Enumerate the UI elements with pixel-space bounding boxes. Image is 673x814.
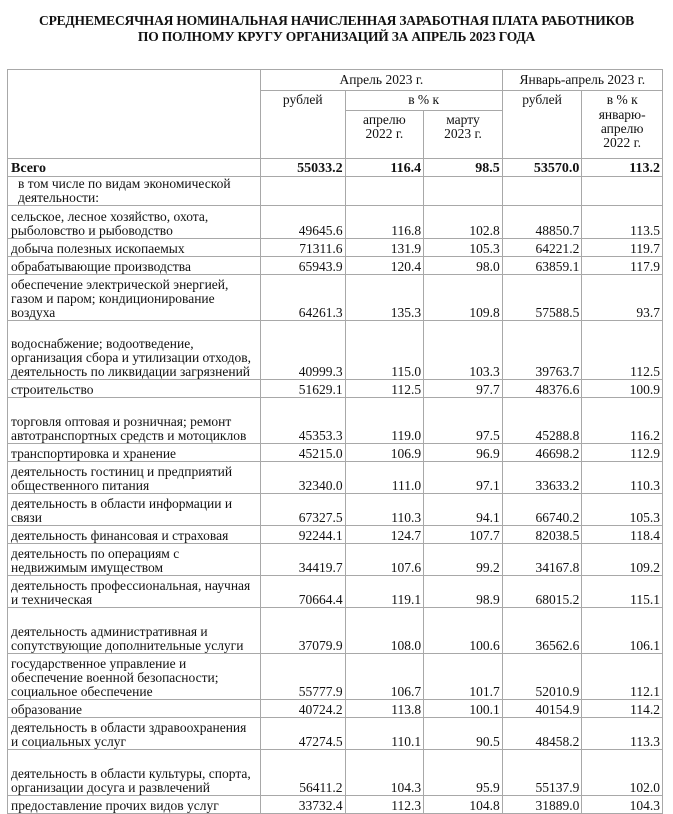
- cell-pct-ytd: 113.2: [582, 159, 663, 177]
- row-name: деятельность административная и сопутствующие дополнительные услуги: [8, 608, 261, 654]
- cell-pct-mar-2023: 96.9: [424, 444, 503, 462]
- subheader-label: в том числе по видам экономической деятельности:: [8, 177, 261, 206]
- cell-pct-mar-2023: 94.1: [424, 494, 503, 526]
- cell-pct-apr-2022: 110.1: [345, 718, 424, 750]
- cell-rubles: 45353.3: [260, 398, 345, 444]
- cell-pct-mar-2023: 100.6: [424, 608, 503, 654]
- row-name: государственное управление и обеспечение военной безопасности; социальное обеспечение: [8, 654, 261, 700]
- row-name: транспортировка и хранение: [8, 444, 261, 462]
- cell-pct-ytd: 100.9: [582, 380, 663, 398]
- row-name: деятельность профессиональная, научная и техническая: [8, 576, 261, 608]
- table-row: [8, 526, 663, 544]
- cell-pct-apr-2022: 108.0: [345, 608, 424, 654]
- table-row: [8, 608, 663, 654]
- row-name: деятельность по операциям с недвижимым имуществом: [8, 544, 261, 576]
- row-name: торговля оптовая и розничная; ремонт автотранспортных средств и мотоциклов: [8, 398, 261, 444]
- cell-rubles-ytd: 39763.7: [502, 321, 582, 380]
- table-row: [8, 206, 663, 239]
- cell-pct-ytd: 93.7: [582, 275, 663, 321]
- cell-pct-ytd: 114.2: [582, 700, 663, 718]
- cell-rubles: 51629.1: [260, 380, 345, 398]
- cell-pct-apr-2022: 124.7: [345, 526, 424, 544]
- row-name: деятельность в области информации и связи: [8, 494, 261, 526]
- cell-rubles-ytd: 63859.1: [502, 257, 582, 275]
- cell-pct-apr-2022: 104.3: [345, 750, 424, 796]
- header-jan-apr-2023: Январь-апрель 2023 г.: [502, 70, 662, 91]
- row-name: деятельность финансовая и страховая: [8, 526, 261, 544]
- cell-pct-mar-2023: 97.1: [424, 462, 503, 494]
- header-rubles-ytd: рублей: [502, 91, 582, 159]
- cell-rubles-ytd: 31889.0: [502, 796, 582, 814]
- cell-rubles-ytd: 55137.9: [502, 750, 582, 796]
- cell-pct-ytd: 106.1: [582, 608, 663, 654]
- cell-pct-ytd: 105.3: [582, 494, 663, 526]
- row-name: предоставление прочих видов услуг: [8, 796, 261, 814]
- header-blank: [8, 70, 261, 159]
- header-pct-ytd-group: [582, 91, 663, 159]
- row-name: деятельность гостиниц и предприятий общественного питания: [8, 462, 261, 494]
- row-name: обеспечение электрической энергией, газом и паром; кондиционирование воздуха: [8, 275, 261, 321]
- cell-pct-apr-2022: 107.6: [345, 544, 424, 576]
- cell-pct-apr-2022: 131.9: [345, 239, 424, 257]
- cell-rubles: 47274.5: [260, 718, 345, 750]
- table-row: [8, 544, 663, 576]
- cell-pct-mar-2023: 105.3: [424, 239, 503, 257]
- table-row: [8, 718, 663, 750]
- cell-rubles-ytd: 68015.2: [502, 576, 582, 608]
- cell-rubles: 40724.2: [260, 700, 345, 718]
- cell-pct-mar-2023: 100.1: [424, 700, 503, 718]
- table-row-subheader: [8, 177, 663, 206]
- cell-pct-apr-2022: 120.4: [345, 257, 424, 275]
- cell-rubles: 56411.2: [260, 750, 345, 796]
- cell-pct-apr-2022: 116.8: [345, 206, 424, 239]
- cell-rubles-ytd: 46698.2: [502, 444, 582, 462]
- cell-pct-apr-2022: 112.5: [345, 380, 424, 398]
- cell-pct-ytd: 112.5: [582, 321, 663, 380]
- table-row: [8, 398, 663, 444]
- cell-pct-ytd: 102.0: [582, 750, 663, 796]
- title-line-1: СРЕДНЕМЕСЯЧНАЯ НОМИНАЛЬНАЯ НАЧИСЛЕННАЯ ЗАРАБОТНАЯ ПЛАТА РАБОТНИКОВ: [39, 13, 634, 28]
- cell-rubles: 45215.0: [260, 444, 345, 462]
- cell-pct-apr-2022: 110.3: [345, 494, 424, 526]
- cell-pct-apr-2022: 115.0: [345, 321, 424, 380]
- row-name: обрабатывающие производства: [8, 257, 261, 275]
- table-row-total: [8, 159, 663, 177]
- table-row: [8, 380, 663, 398]
- cell-pct-mar-2023: 107.7: [424, 526, 503, 544]
- table-row: [8, 750, 663, 796]
- header-mar-2023: марту 2023 г.: [424, 111, 503, 159]
- table-row: [8, 321, 663, 380]
- cell-pct-mar-2023: 109.8: [424, 275, 503, 321]
- cell-rubles-ytd: 34167.8: [502, 544, 582, 576]
- cell-pct-ytd: 112.1: [582, 654, 663, 700]
- header-pct-ytd: в % к: [606, 92, 638, 107]
- cell-pct-ytd: 110.3: [582, 462, 663, 494]
- cell-pct-mar-2023: 102.8: [424, 206, 503, 239]
- cell-pct-ytd: 113.5: [582, 206, 663, 239]
- cell-pct-apr-2022: 112.3: [345, 796, 424, 814]
- cell-rubles-ytd: 48458.2: [502, 718, 582, 750]
- cell-rubles-ytd: 45288.8: [502, 398, 582, 444]
- cell-pct-mar-2023: 98.5: [424, 159, 503, 177]
- table-row: [8, 444, 663, 462]
- cell-rubles-ytd: 52010.9: [502, 654, 582, 700]
- cell-rubles: 37079.9: [260, 608, 345, 654]
- cell-pct-mar-2023: 104.8: [424, 796, 503, 814]
- cell-pct-mar-2023: 97.5: [424, 398, 503, 444]
- cell-pct-mar-2023: 103.3: [424, 321, 503, 380]
- row-name: водоснабжение; водоотведение, организация сбора и утилизации отходов, деятельность по ликвидации загрязнений: [8, 321, 261, 380]
- cell-rubles: 71311.6: [260, 239, 345, 257]
- title-line-2: ПО ПОЛНОМУ КРУГУ ОРГАНИЗАЦИЙ ЗА АПРЕЛЬ 2023 ГОДА: [137, 29, 536, 44]
- table-row: [8, 494, 663, 526]
- cell-pct-ytd: 113.3: [582, 718, 663, 750]
- cell-pct-apr-2022: 106.7: [345, 654, 424, 700]
- cell-rubles-ytd: 66740.2: [502, 494, 582, 526]
- cell-pct-ytd: 104.3: [582, 796, 663, 814]
- row-name: деятельность в области здравоохранения и социальных услуг: [8, 718, 261, 750]
- cell-rubles-ytd: 36562.6: [502, 608, 582, 654]
- row-name: образование: [8, 700, 261, 718]
- cell-rubles: 70664.4: [260, 576, 345, 608]
- cell-pct-mar-2023: 95.9: [424, 750, 503, 796]
- cell-rubles: 92244.1: [260, 526, 345, 544]
- cell-rubles-ytd: 57588.5: [502, 275, 582, 321]
- cell-pct-mar-2023: 98.9: [424, 576, 503, 608]
- row-name: сельское, лесное хозяйство, охота, рыболовство и рыбоводство: [8, 206, 261, 239]
- table-row: [8, 257, 663, 275]
- cell-pct-ytd: 109.2: [582, 544, 663, 576]
- cell-pct-apr-2022: 106.9: [345, 444, 424, 462]
- cell-rubles-ytd: 33633.2: [502, 462, 582, 494]
- table-row: [8, 239, 663, 257]
- row-name: строительство: [8, 380, 261, 398]
- cell-rubles-ytd: 53570.0: [502, 159, 582, 177]
- cell-pct-mar-2023: 97.7: [424, 380, 503, 398]
- cell-rubles: 33732.4: [260, 796, 345, 814]
- wage-table: [7, 69, 663, 814]
- cell-rubles: 55033.2: [260, 159, 345, 177]
- cell-rubles-ytd: 82038.5: [502, 526, 582, 544]
- cell-pct-mar-2023: 98.0: [424, 257, 503, 275]
- cell-rubles: 65943.9: [260, 257, 345, 275]
- table-row: [8, 700, 663, 718]
- cell-rubles: 32340.0: [260, 462, 345, 494]
- table-row: [8, 576, 663, 608]
- cell-rubles: 40999.3: [260, 321, 345, 380]
- cell-rubles: 64261.3: [260, 275, 345, 321]
- header-apr-2022: апрелю 2022 г.: [345, 111, 424, 159]
- table-row: [8, 796, 663, 814]
- header-april-2023: Апрель 2023 г.: [260, 70, 502, 91]
- header-rubles: рублей: [260, 91, 345, 159]
- cell-pct-mar-2023: 90.5: [424, 718, 503, 750]
- cell-rubles-ytd: 64221.2: [502, 239, 582, 257]
- cell-rubles: 49645.6: [260, 206, 345, 239]
- header-jan-apr-2022: январю-апрелю 2022 г.: [598, 107, 646, 150]
- cell-pct-apr-2022: 135.3: [345, 275, 424, 321]
- cell-pct-ytd: 112.9: [582, 444, 663, 462]
- cell-rubles: 55777.9: [260, 654, 345, 700]
- cell-rubles: 67327.5: [260, 494, 345, 526]
- cell-pct-ytd: 119.7: [582, 239, 663, 257]
- cell-pct-apr-2022: 111.0: [345, 462, 424, 494]
- cell-rubles-ytd: 40154.9: [502, 700, 582, 718]
- cell-pct-ytd: 115.1: [582, 576, 663, 608]
- cell-pct-mar-2023: 99.2: [424, 544, 503, 576]
- table-row: [8, 654, 663, 700]
- cell-pct-ytd: 116.2: [582, 398, 663, 444]
- cell-pct-apr-2022: 116.4: [345, 159, 424, 177]
- cell-pct-ytd: 118.4: [582, 526, 663, 544]
- cell-pct-apr-2022: 113.8: [345, 700, 424, 718]
- header-pct: в % к: [345, 91, 502, 111]
- row-name: добыча полезных ископаемых: [8, 239, 261, 257]
- cell-pct-ytd: 117.9: [582, 257, 663, 275]
- cell-pct-apr-2022: 119.0: [345, 398, 424, 444]
- cell-pct-apr-2022: 119.1: [345, 576, 424, 608]
- document-title: [0, 13, 673, 45]
- cell-rubles-ytd: 48376.6: [502, 380, 582, 398]
- cell-pct-mar-2023: 101.7: [424, 654, 503, 700]
- table-row: [8, 462, 663, 494]
- table-row: [8, 275, 663, 321]
- cell-rubles-ytd: 48850.7: [502, 206, 582, 239]
- cell-rubles: 34419.7: [260, 544, 345, 576]
- row-name: Всего: [8, 159, 261, 177]
- row-name: деятельность в области культуры, спорта, организации досуга и развлечений: [8, 750, 261, 796]
